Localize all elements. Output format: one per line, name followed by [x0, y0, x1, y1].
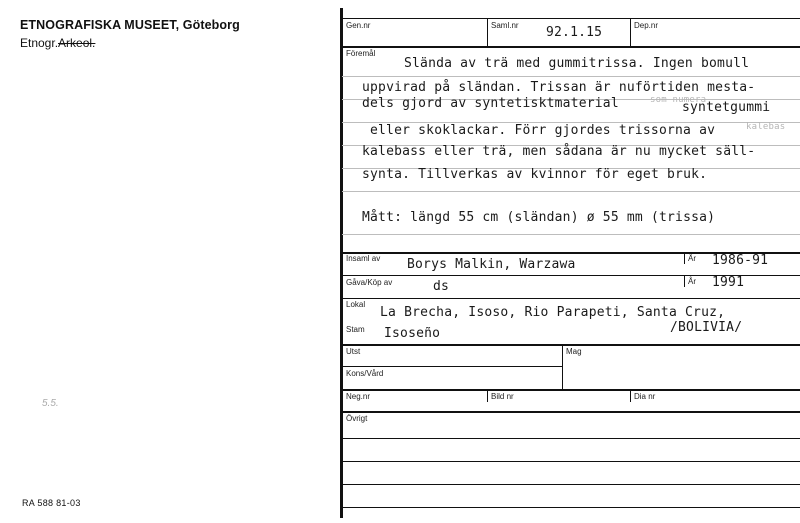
ar-divider-1: [684, 253, 685, 264]
ruled-line: [342, 191, 800, 192]
foremal-label: Föremål: [346, 49, 376, 58]
insaml-ar-value: 1986-91: [712, 253, 769, 268]
lokal-value-2: /BOLIVIA/: [670, 320, 743, 335]
department-struck: Arkeol.: [58, 36, 96, 50]
utst-top-border: [342, 344, 800, 346]
description-line-4: eller skoklackar. Förr gjordes trissorna av: [370, 123, 716, 138]
kop-av-value: ds: [433, 279, 450, 294]
lokal-value-1: La Brecha, Isoso, Rio Parapeti, Santa Cruz,: [380, 305, 726, 320]
ovrigt-line: [342, 507, 800, 508]
description-line-2: uppvirad på sländan. Trissan är nuförtiden mesta-: [362, 80, 756, 95]
kons-top-border: [342, 366, 562, 367]
lokal-label: Lokal: [346, 300, 366, 309]
department-line: [20, 36, 95, 50]
neg-nr-label: Neg.nr: [346, 392, 371, 401]
lokal-top-border: [342, 298, 800, 299]
pencil-mark: 5.5.: [42, 398, 59, 409]
ruled-line: [342, 234, 800, 235]
gen-nr-label: Gen.nr: [346, 21, 371, 30]
saml-nr-value: 92.1.15: [546, 25, 603, 40]
stam-value: Isoseño: [384, 326, 441, 341]
bild-nr-label: Bild nr: [491, 392, 514, 401]
top-divider-1: [487, 18, 488, 46]
ar-divider-2: [684, 276, 685, 287]
ar-label-2: År: [688, 277, 696, 286]
saml-nr-label: Saml.nr: [491, 21, 519, 30]
department-prefix: Etnogr.: [20, 36, 59, 50]
measurement-text: Mått: längd 55 cm (sländan) ø 55 mm (trissa): [362, 210, 716, 225]
mag-divider: [562, 344, 563, 390]
ovrigt-line: [342, 484, 800, 485]
description-line-3: dels gjord av syntetisktmaterial: [362, 96, 619, 111]
description-line-5: kalebass eller trä, men sådana är nu mycket säll-: [362, 144, 756, 159]
card-left-border: [340, 8, 343, 518]
ovrigt-line: [342, 438, 800, 439]
ovrigt-top-border: [342, 411, 800, 413]
gava-kop-label: Gåva/Köp av: [346, 278, 393, 287]
kons-vard-label: Kons/Vård: [346, 369, 384, 378]
ovrigt-label: Övrigt: [346, 414, 368, 423]
museum-name: ETNOGRAFISKA MUSEET,: [20, 18, 180, 32]
stam-label: Stam: [346, 325, 365, 334]
utst-label: Utst: [346, 347, 361, 356]
kop-ar-value: 1991: [712, 275, 745, 290]
top-row-border: [342, 18, 800, 19]
description-struck-1: som numera: [650, 95, 707, 105]
description-insert: syntetgummi: [682, 100, 771, 115]
description-line-6: synta. Tillverkas av kvinnor för eget bruk.: [362, 167, 708, 182]
museum-city: Göteborg: [182, 18, 240, 32]
neg-top-border: [342, 389, 800, 391]
dia-nr-label: Dia nr: [634, 392, 656, 401]
top-divider-2: [630, 18, 631, 46]
ar-label-1: År: [688, 254, 696, 263]
description-line-1: Slända av trä med gummitrissa. Ingen bomull: [404, 56, 750, 71]
dia-divider: [630, 390, 631, 402]
dep-nr-label: Dep.nr: [634, 21, 659, 30]
museum-header: [20, 18, 240, 32]
description-struck-2: kalebas: [746, 122, 786, 132]
mag-label: Mag: [566, 347, 582, 356]
bild-divider: [487, 390, 488, 402]
form-number: RA 588 81-03: [22, 498, 81, 508]
ovrigt-line: [342, 461, 800, 462]
insaml-av-label: Insaml av: [346, 254, 381, 263]
ruled-line: [342, 76, 800, 77]
foremal-top-border: [342, 46, 800, 48]
insaml-av-value: Borys Malkin, Warzawa: [407, 257, 576, 272]
